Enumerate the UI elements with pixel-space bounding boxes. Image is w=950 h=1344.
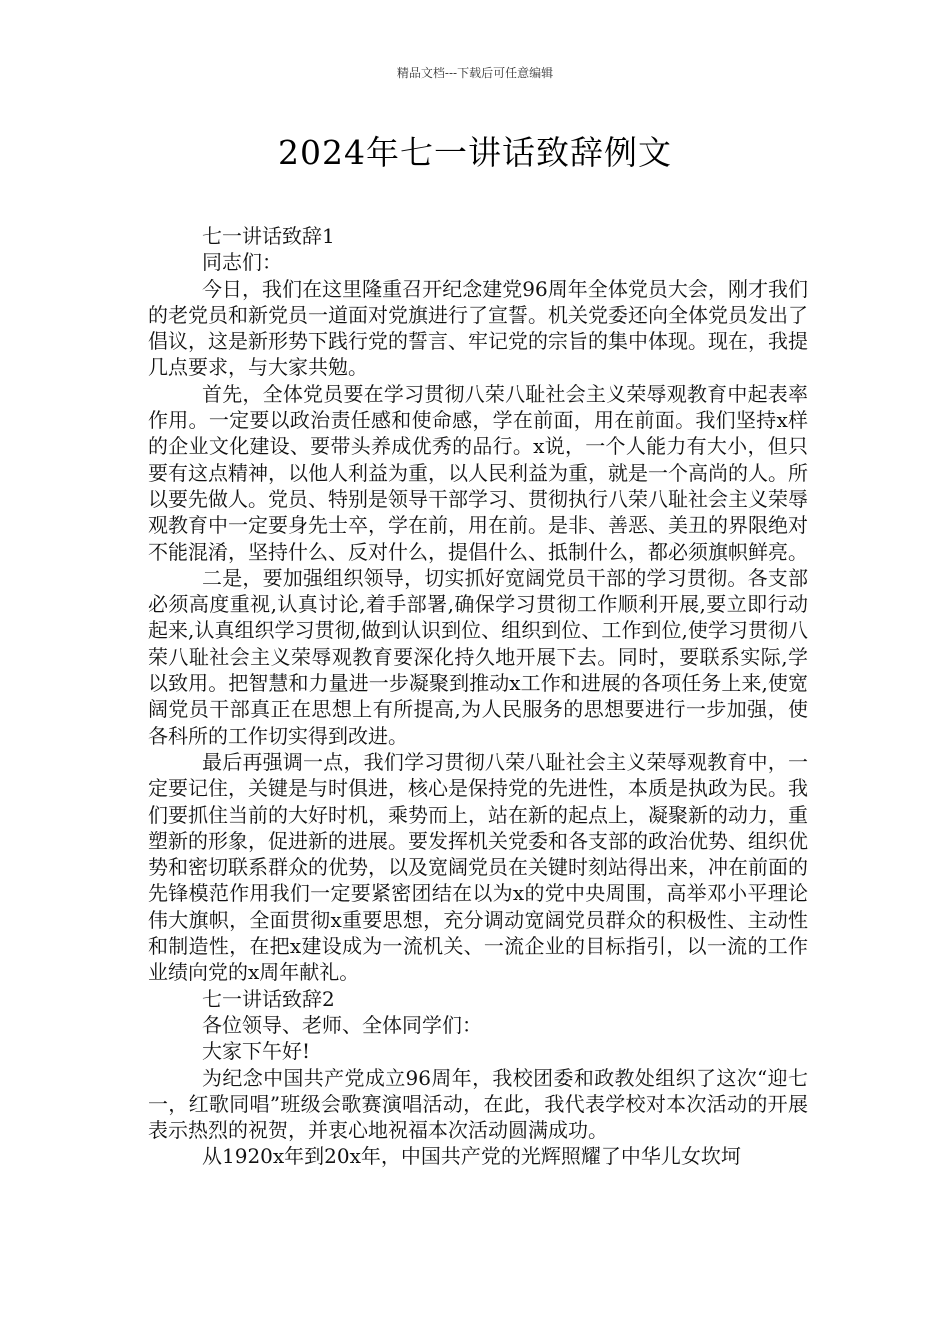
body-paragraph: 首先，全体党员要在学习贯彻八荣八耻社会主义荣辱观教育中起表率作用。一定要以政治责任感和使命感，学在前面，用在前面。我们坚持x样的企业文化建设、要带头养成优秀的品行。x说，一个人能力有大小，但只要有这点精神，以他人利益为重，以人民利益为重，就是一个高尚的人。所以要先做人。党员、特别是领导干部学习、贯彻执行八荣八耻社会主义荣辱观教育中一定要身先士卒，学在前，用在前。是非、善恶、美丑的界限绝对不能混淆，坚持什么、反对什么，提倡什么、抵制什么，都必须旗帜鲜亮。 bbox=[148, 381, 808, 564]
body-paragraph: 今日，我们在这里隆重召开纪念建党96周年全体党员大会，刚才我们的老党员和新党员一道面对党旗进行了宣誓。机关党委还向全体党员发出了倡议，这是新形势下践行党的誓言、牢记党的宗旨的集中体现。现在，我提几点要求，与大家共勉。 bbox=[148, 276, 808, 380]
document-title: 2024年七一讲话致辞例文 bbox=[278, 133, 672, 172]
document-body bbox=[148, 223, 808, 1170]
section-heading-2: 七一讲话致辞2 bbox=[202, 986, 335, 1011]
body-paragraph: 最后再强调一点，我们学习贯彻八荣八耻社会主义荣辱观教育中，一定要记住，关键是与时俱进，核心是保持党的先进性，本质是执政为民。我们要抓住当前的大好时机，乘势而上，站在新的起点上，凝聚新的动力，重塑新的形象，促进新的进展。要发挥机关党委和各支部的政治优势、组织优势和密切联系群众的优势，以及宽阔党员在关键时刻站得出来，冲在前面的先锋模范作用我们一定要紧密团结在以为x的党中央周围，高举邓小平理论伟大旗帜，全面贯彻x重要思想，充分调动宽阔党员群众的积极性、主动性和制造性，在把x建设成为一流机关、一流企业的目标指引，以一流的工作业绩向党的x周年献礼。 bbox=[148, 749, 808, 985]
salutation-1: 同志们： bbox=[202, 250, 282, 275]
page-header: 精品文档---下载后可任意编辑 bbox=[396, 66, 554, 80]
body-paragraph: 从1920x年到20x年，中国共产党的光辉照耀了中华儿女坎坷 bbox=[202, 1144, 741, 1169]
body-paragraph: 二是，要加强组织领导，切实抓好宽阔党员干部的学习贯彻。各支部必须高度重视,认真讨论,着手部署,确保学习贯彻工作顺利开展,要立即行动起来,认真组织学习贯彻,做到认识到位、组织到位、工作到位,使学习贯彻八荣八耻社会主义荣辱观教育要深化持久地开展下去。同时，要联系实际,学以致用。把智慧和力量进一步凝聚到推动x工作和进展的各项任务上来,使宽阔党员干部真正在思想上有所提高,为人民服务的思想要进行一步加强，使各科所的工作切实得到改进。 bbox=[148, 565, 808, 748]
greeting: 大家下午好! bbox=[202, 1039, 311, 1064]
salutation-2: 各位领导、老师、全体同学们： bbox=[202, 1012, 482, 1037]
section-heading-1: 七一讲话致辞1 bbox=[202, 224, 335, 248]
body-paragraph: 为纪念中国共产党成立96周年，我校团委和政教处组织了这次“迎七一，红歌同唱”班级会歌赛演唱活动，在此，我代表学校对本次活动的开展表示热烈的祝贺，并衷心地祝福本次活动圆满成功。 bbox=[148, 1065, 808, 1143]
